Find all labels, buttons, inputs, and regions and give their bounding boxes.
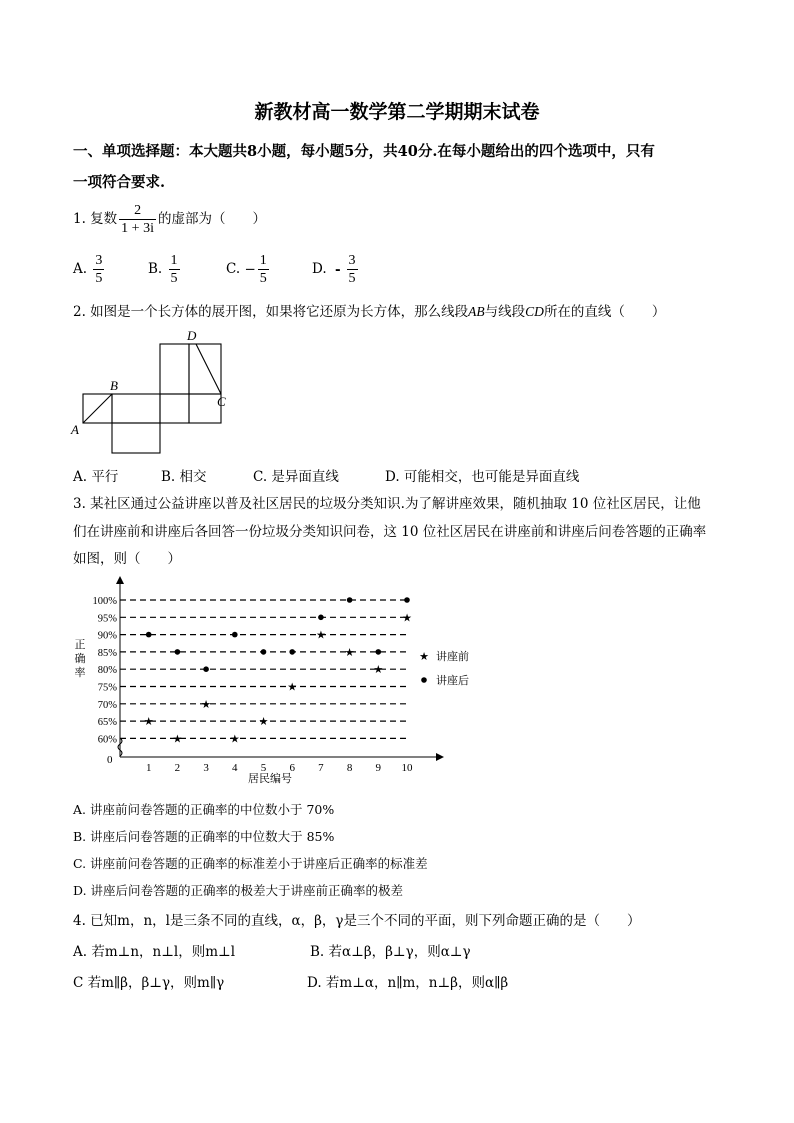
q1-c-num: 1 [259, 253, 267, 268]
y-tick-label: 90% [97, 630, 117, 642]
y-axis-label-char: 率 [74, 667, 86, 679]
x-tick-label: 7 [318, 762, 324, 774]
net-face-6 [160, 344, 189, 394]
q2-option-c[interactable]: C. 是异面直线 [253, 469, 339, 485]
q2-option-b[interactable]: B. 相交 [161, 469, 207, 485]
point-before-4: ★ [229, 733, 240, 746]
q4-option-c[interactable]: C 若m∥β，β⊥γ，则m∥γ [73, 975, 225, 991]
point-before-2: ★ [172, 733, 183, 746]
q1-b-fraction [169, 252, 180, 287]
y-tick-labels [93, 596, 118, 745]
y-tick-label: 75% [97, 682, 117, 694]
x-tick-label: 5 [260, 762, 267, 774]
point-after-5 [261, 649, 267, 655]
page-title: 新教材高一数学第二学期期末试卷 [254, 101, 540, 123]
label-b: B [110, 378, 118, 393]
x-tick-label: 2 [174, 762, 181, 774]
x-tick-label: 3 [203, 762, 209, 774]
q1-a-label: A. [73, 261, 88, 277]
q1-option-b[interactable] [148, 252, 182, 287]
q2-stem-b: 与线段 [484, 304, 526, 320]
point-before-10: ★ [402, 612, 412, 625]
q2-segment-cd: CD [525, 304, 544, 319]
q2-option-a[interactable]: A. 平行 [73, 469, 119, 485]
point-after-10 [404, 597, 410, 603]
point-before-3: ★ [201, 698, 212, 711]
point-before-1: ★ [143, 716, 154, 729]
q4-option-b[interactable]: B. 若α⊥β，β⊥γ，则α⊥γ [310, 944, 471, 960]
x-tick-label: 9 [375, 762, 382, 774]
section-heading-line2: 一项符合要求. [73, 174, 166, 191]
q1-d-fraction [347, 252, 358, 287]
q1-d-sign: - [334, 261, 341, 278]
q2-stem-c: 所在的直线（ ） [543, 304, 666, 320]
legend [419, 649, 469, 687]
q1-option-d[interactable] [312, 252, 360, 287]
q3-option-c[interactable]: C. 讲座前问卷答题的正确率的标准差小于讲座后正确率的标准差 [73, 856, 428, 871]
y-axis-label [75, 638, 86, 679]
legend-marker-after [421, 677, 427, 683]
point-after-1 [146, 632, 152, 638]
q4-option-d[interactable]: D. 若m⊥α，n∥m，n⊥β，则α∥β [307, 975, 509, 991]
legend-label: 讲座前 [436, 651, 469, 663]
point-after-9 [376, 649, 382, 655]
q4-stem: 4. 已知m，n，l是三条不同的直线，α，β，γ是三个不同的平面，则下列命题正确的是（ ） [73, 913, 641, 929]
point-after-8 [347, 597, 353, 603]
y-tick-label: 95% [97, 613, 117, 625]
q1-c-fraction [258, 252, 269, 287]
q1-d-den: 5 [348, 271, 356, 286]
net-face-2 [112, 394, 160, 423]
point-before-5: ★ [258, 716, 269, 729]
q1-b-num: 1 [170, 253, 178, 268]
question-1-stem [73, 202, 266, 237]
net-figure [68, 328, 238, 458]
point-after-2 [175, 649, 181, 655]
x-tick-label: 1 [145, 762, 152, 774]
x-tick-label: 10 [401, 762, 413, 774]
y-tick-label: 60% [97, 734, 117, 746]
y-tick-label: 70% [97, 699, 117, 711]
point-before-9: ★ [373, 664, 384, 677]
x-tick-label: 6 [289, 762, 295, 774]
q1-d-num: 3 [348, 253, 356, 268]
y-tick-label: 100% [92, 596, 117, 607]
q1-a-fraction [93, 252, 104, 287]
point-after-4 [232, 632, 238, 638]
q2-option-d[interactable]: D. 可能相交，也可能是异面直线 [385, 469, 580, 485]
q1-suffix: 的虚部为（ ） [157, 211, 266, 227]
segment-ab [83, 394, 112, 423]
q1-b-label: B. [148, 261, 163, 277]
point-after-6 [289, 649, 295, 655]
q3-stem-line1: 3. 某社区通过公益讲座以普及社区居民的垃圾分类知识.为了解讲座效果，随机抽取 10 位社区居民，让他 [73, 496, 701, 512]
q1-numerator: 2 [119, 202, 156, 220]
q1-c-den: 5 [259, 271, 267, 286]
accuracy-chart [70, 572, 480, 792]
net-face-3 [160, 394, 189, 423]
q4-option-a[interactable]: A. 若m⊥n，n⊥l，则m⊥l [73, 944, 236, 960]
q3-stem-line2: 们在讲座前和讲座后各回答一份垃圾分类知识问卷，这 10 位社区居民在讲座前和讲座后问卷答题的正确率 [73, 524, 707, 540]
q1-denominator: 1 + 3i [121, 221, 154, 236]
q1-a-den: 5 [95, 271, 103, 286]
q1-a-num: 3 [95, 253, 103, 268]
point-before-6: ★ [287, 681, 298, 694]
q2-segment-ab: AB [468, 304, 485, 319]
data-points [144, 597, 412, 745]
q1-c-label: C. [226, 261, 241, 277]
legend-label: 讲座后 [436, 675, 469, 687]
q1-fraction [119, 202, 156, 237]
point-before-7: ★ [315, 629, 326, 642]
origin-label: 0 [107, 754, 113, 766]
y-tick-label: 65% [97, 717, 117, 729]
x-tick-label: 8 [346, 762, 353, 774]
y-axis-label-char: 正 [74, 639, 86, 651]
point-after-3 [203, 666, 209, 672]
label-a: A [71, 422, 79, 437]
legend-marker-before: ★ [419, 651, 429, 663]
net-face-5 [112, 423, 160, 453]
q3-option-d[interactable]: D. 讲座后问卷答题的正确率的极差大于讲座前正确率的极差 [73, 883, 404, 898]
q1-option-a[interactable] [73, 252, 106, 287]
q1-prefix: 1. 复数 [73, 211, 118, 227]
x-tick-label: 4 [232, 762, 238, 774]
label-c: C [217, 394, 226, 409]
net-face-7 [189, 344, 221, 394]
q3-option-b[interactable]: B. 讲座后问卷答题的正确率的中位数大于 85% [73, 829, 335, 844]
question-2-stem [73, 300, 665, 320]
y-tick-label: 80% [97, 665, 117, 677]
q3-option-a[interactable]: A. 讲座前问卷答题的正确率的中位数小于 70% [73, 802, 335, 817]
q2-stem-a: 2. 如图是一个长方体的展开图，如果将它还原为长方体，那么线段 [73, 304, 469, 320]
q1-d-label: D. [312, 261, 327, 277]
point-after-7 [318, 615, 324, 621]
y-axis-label-char: 确 [74, 653, 86, 665]
y-tick-label: 85% [97, 647, 117, 659]
q1-c-sign: − [244, 261, 256, 278]
label-d: D [187, 328, 197, 343]
q1-b-den: 5 [170, 271, 178, 286]
segment-cd [196, 344, 221, 394]
q1-option-c[interactable] [226, 252, 271, 287]
point-before-8: ★ [344, 646, 355, 659]
q3-stem-line3: 如图，则（ ） [73, 551, 181, 567]
section-heading-line1: 一、单项选择题：本大题共8小题，每小题5分，共40分.在每小题给出的四个选项中，只有 [73, 143, 655, 160]
x-axis-label: 居民编号 [248, 773, 292, 785]
